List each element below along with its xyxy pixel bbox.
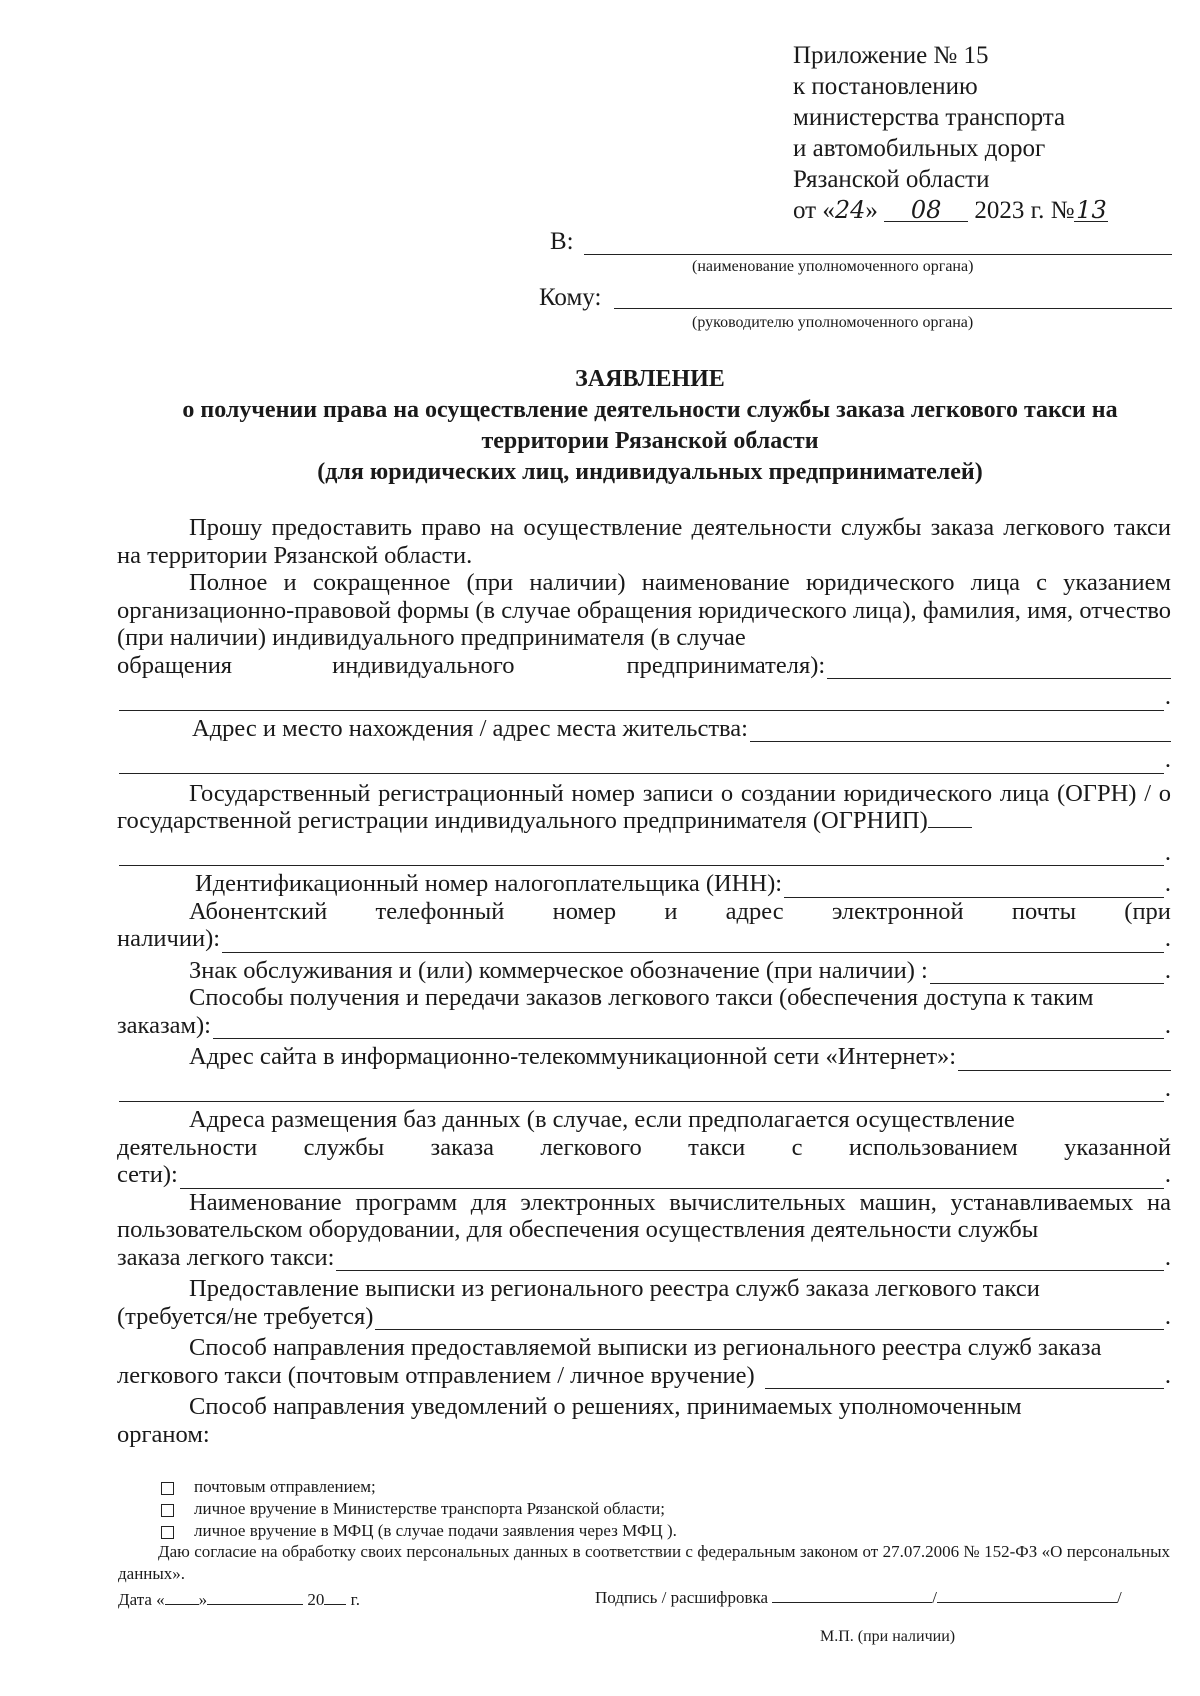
dot: . — [1164, 746, 1171, 773]
whom-label: Кому: — [539, 284, 602, 311]
word: обращения — [117, 651, 233, 679]
date-day-field[interactable] — [165, 1588, 199, 1605]
whom-caption: (руководителю уполномоченного органа) — [692, 314, 974, 331]
extract-line — [117, 1303, 1171, 1331]
date-label: Дата « — [118, 1590, 165, 1609]
website-line — [117, 1043, 1171, 1071]
to-caption: (наименование уполномоченного органа) — [692, 258, 974, 275]
extract-method-field[interactable] — [765, 1368, 1164, 1389]
word: предпринимателя): — [626, 651, 826, 679]
signature-label: Подпись / расшифровка — [595, 1588, 769, 1607]
title-line: территории Рязанской области — [481, 428, 819, 454]
extract-field[interactable] — [375, 1309, 1163, 1330]
inn-field[interactable] — [784, 877, 1164, 898]
appendix-date-line — [793, 195, 1108, 226]
dot: . — [1164, 1243, 1171, 1271]
website-line-2 — [117, 1075, 1171, 1103]
checkbox-icon[interactable] — [161, 1482, 174, 1495]
ogrn-field-2[interactable] — [119, 845, 1164, 866]
to-label: В: — [550, 228, 574, 255]
handwritten-month: 08 — [884, 199, 968, 222]
db-line-2 — [117, 1134, 1171, 1162]
whom-field[interactable] — [614, 308, 1172, 309]
software-line — [117, 1244, 1171, 1272]
dot: . — [1164, 1361, 1171, 1389]
extract-cont: (требуется/не требуется) — [117, 1302, 374, 1330]
address-field-2[interactable] — [119, 753, 1164, 774]
address-line-2 — [117, 746, 1171, 774]
day-close: » — [865, 197, 878, 224]
appendix-line: Приложение № 15 — [793, 42, 989, 69]
handwritten-day: 24 — [834, 196, 866, 224]
inn-label: Идентификационный номер налогоплательщика (ИНН): — [195, 870, 783, 897]
fullname-line — [117, 652, 1171, 680]
inn-line — [117, 870, 1171, 898]
notify-label: Способ направления уведомлений о решениях, принимаемых уполномоченным — [189, 1393, 1022, 1420]
signature-line — [595, 1586, 1122, 1608]
website-field[interactable] — [958, 1050, 1171, 1071]
extract-method-line — [117, 1362, 1171, 1390]
fullname-paragraph: Полное и сокращенное (при наличии) наименование юридического лица с указанием организационно-правовой формы (в случае обращения юридического лица), фамилия, имя, отчество (при наличии) индивидуального предпринимателя (в случае — [117, 569, 1171, 651]
phone-line-2 — [117, 925, 1171, 953]
title-line: о получении права на осуществление деятельности службы заказа легкового такси на — [182, 397, 1118, 423]
date-month-field[interactable] — [207, 1588, 303, 1605]
phone-line — [117, 898, 1171, 926]
seal-caption: М.П. (при наличии) — [820, 1628, 956, 1645]
db-cont: сети): — [117, 1161, 178, 1188]
year-prefix: 20 — [307, 1590, 325, 1609]
word: Абонентский — [189, 897, 328, 925]
option-mail[interactable] — [161, 1476, 677, 1498]
title-line: (для юридических лиц, индивидуальных предпринимателей) — [317, 459, 983, 485]
dot: . — [1164, 683, 1171, 710]
dot: . — [1164, 870, 1171, 897]
word: с — [791, 1133, 803, 1161]
methods-cont: заказам): — [117, 1011, 211, 1039]
word: индивидуального — [332, 651, 515, 679]
word: службы — [303, 1133, 385, 1161]
trademark-line — [117, 957, 1171, 985]
extract-method-cont: легкового такси (почтовым отправлением / личное вручение) — [117, 1361, 755, 1389]
application-body — [117, 514, 1171, 1448]
date-year-field[interactable] — [324, 1588, 346, 1605]
year-suffix: г. — [350, 1590, 360, 1609]
to-field[interactable] — [584, 254, 1172, 255]
word: (при — [1124, 897, 1171, 925]
notify-cont: органом: — [117, 1420, 210, 1448]
extract-label: Предоставление выписки из регионального реестра служб заказа легкового такси — [189, 1275, 1040, 1302]
methods-label: Способы получения и передачи заказов легкового такси (обеспечения доступа к таким — [189, 984, 1094, 1011]
fullname-line-2 — [117, 683, 1171, 711]
software-field[interactable] — [336, 1250, 1163, 1271]
address-field[interactable] — [750, 721, 1171, 742]
ogrn-field[interactable] — [928, 827, 972, 828]
extract-method-label: Способ направления предоставляемой выписки из регионального реестра служб заказа — [189, 1334, 1102, 1361]
word: и — [664, 897, 678, 925]
document-title — [120, 364, 1180, 488]
handwritten-number: 13 — [1076, 196, 1107, 224]
fullname-field[interactable] — [827, 658, 1171, 679]
word: использованием — [848, 1133, 1018, 1161]
db-line-3 — [117, 1161, 1171, 1189]
word: указанной — [1064, 1133, 1171, 1161]
option-mfc[interactable] — [161, 1520, 677, 1542]
appendix-line: и автомобильных дорог — [793, 135, 1046, 162]
name-transcript-field[interactable] — [937, 1586, 1117, 1603]
dot: . — [1164, 1161, 1171, 1188]
checkbox-icon[interactable] — [161, 1504, 174, 1517]
notify-options — [161, 1476, 677, 1542]
phone-field[interactable] — [222, 932, 1164, 953]
ogrn-paragraph — [117, 780, 1171, 835]
website-label: Адрес сайта в информационно-телекоммуникационной сети «Интернет»: — [189, 1043, 957, 1070]
fullname-field-2[interactable] — [119, 690, 1164, 711]
word: такси — [688, 1133, 746, 1161]
appendix-line: Рязанской области — [793, 166, 990, 193]
date-line — [118, 1588, 360, 1610]
word: адрес — [725, 897, 784, 925]
address-label: Адрес и место нахождения / адрес места жительства: — [192, 714, 748, 742]
phone-label: наличии): — [117, 925, 221, 952]
signature-field[interactable] — [772, 1586, 932, 1603]
slash: / — [1117, 1588, 1122, 1607]
methods-line-2 — [117, 1012, 1171, 1040]
date-prefix: от « — [793, 197, 835, 224]
request-paragraph: Прошу предоставить право на осуществление деятельности службы заказа легкового такси на территории Рязанской области. — [117, 514, 1171, 569]
dot: . — [1164, 1011, 1171, 1039]
software-cont: заказа легкого такси: — [117, 1243, 335, 1271]
dot: . — [1164, 925, 1171, 952]
methods-field[interactable] — [213, 1018, 1164, 1039]
trademark-label: Знак обслуживания и (или) коммерческое обозначение (при наличии) : — [189, 956, 928, 984]
ogrn-label: Государственный регистрационный номер записи о создании юридического лица (ОГРН) / о государственной регистрации индивидуального предпринимателя (ОГРНИП) — [117, 779, 1171, 834]
dot: . — [1164, 1074, 1171, 1102]
year-text: 2023 г. № — [974, 197, 1075, 224]
option-ministry[interactable] — [161, 1498, 677, 1520]
date-close: » — [198, 1590, 208, 1609]
address-line — [117, 715, 1171, 743]
slash: / — [932, 1588, 938, 1607]
word: заказа — [430, 1133, 495, 1161]
software-paragraph: Наименование программ для электронных вычислительных машин, устанавливаемых на пользовательском оборудовании, для обеспечения осуществления деятельности службы — [117, 1188, 1171, 1243]
word: телефонный — [375, 897, 505, 925]
option-label: личное вручение в МФЦ (в случае подачи заявления через МФЦ ). — [194, 1521, 677, 1540]
checkbox-icon[interactable] — [161, 1526, 174, 1539]
consent-text: Даю согласие на обработку своих персональных данных в соответствии с федеральным законом от 27.07.2006 № 152-ФЗ «О персональных данных». — [118, 1542, 1170, 1583]
appendix-block — [793, 40, 1108, 226]
db-field[interactable] — [180, 1168, 1164, 1189]
appendix-line: министерства транспорта — [793, 104, 1066, 131]
dot: . — [1164, 1302, 1171, 1330]
word: номер — [552, 897, 617, 925]
website-field-2[interactable] — [119, 1081, 1164, 1102]
option-label: личное вручение в Министерстве транспорта Рязанской области; — [194, 1499, 665, 1518]
word: электронной — [831, 897, 964, 925]
dot: . — [1164, 956, 1171, 984]
word: легкового — [540, 1133, 642, 1161]
trademark-field[interactable] — [930, 963, 1164, 984]
db-label: Адреса размещения баз данных (в случае, если предполагается осуществление — [189, 1106, 1015, 1133]
title-main: ЗАЯВЛЕНИЕ — [575, 366, 725, 392]
ogrn-line-2 — [117, 839, 1171, 867]
word: деятельности — [117, 1133, 258, 1161]
option-label: почтовым отправлением; — [194, 1477, 376, 1496]
dot: . — [1164, 838, 1171, 866]
appendix-line: к постановлению — [793, 73, 978, 100]
word: почты — [1011, 897, 1077, 925]
